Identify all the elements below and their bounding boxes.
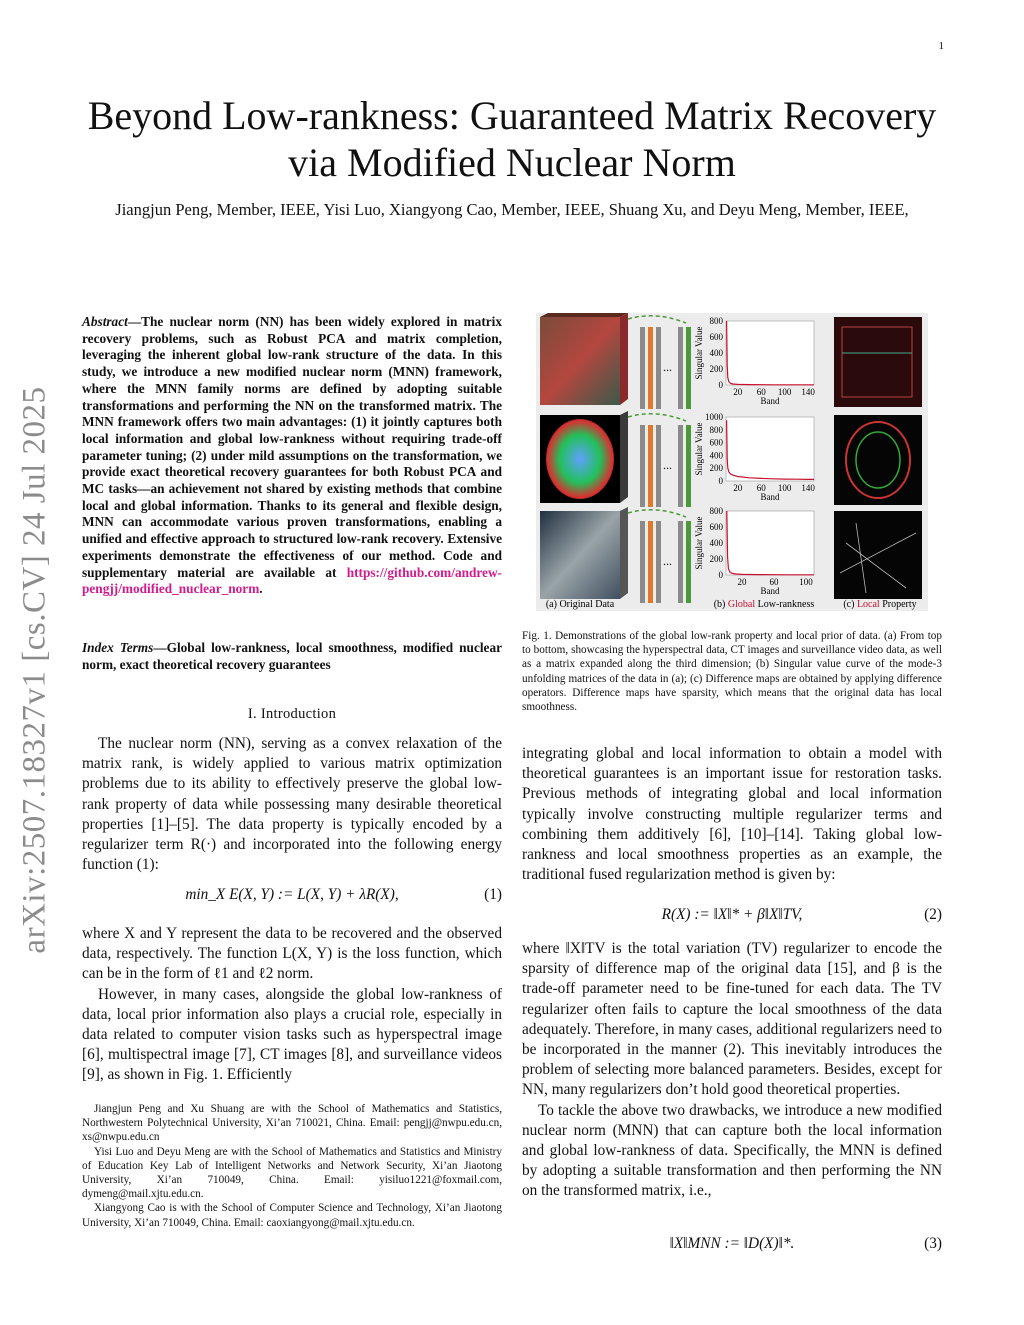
chart-2-ytick: 1000 — [705, 412, 723, 422]
chart-2-ytick: 200 — [709, 463, 723, 474]
chart-1-xtick: 60 — [756, 387, 766, 397]
intro-paragraph-1 — [82, 734, 502, 875]
chart-1-ytick: 400 — [709, 348, 723, 358]
abstract-label: Abstract — [82, 314, 128, 329]
intro-p1-text: The nuclear norm (NN), serving as a convex relaxation of the matrix rank, is widely applied to various matrix optimization problems due to its ability to effectively preserve the global low-rank property of data while possessing many desirable theoretical properties [1]–[5]. The data property is typically encoded by a regularizer term R(·) and incorporated into the following energy function (1): — [82, 735, 502, 874]
chart-3-ytick: 200 — [709, 554, 723, 564]
chart-3-ytick: 0 — [718, 570, 723, 580]
chart-3-ytick: 400 — [709, 538, 723, 548]
intro-p5-text: where ‖X‖TV is the total variation (TV) regularizer to encode the sparsity of difference map of the original data [15], and β is the trade-off parameter need to be fine-tuned for each data. The TV regularizer often fails to capture the local smoothness of the data adequately. Therefore, in many cases, additional regularizers need to be incorporated in the manner (2). This inevitably introduces the problem of selecting more balanced parameters. Besides, except for NN, many regularizers don’t hold good theoretical properties. — [522, 940, 942, 1099]
hyperspectral-cube — [540, 313, 628, 405]
chart-1-ylabel: Singular Value — [694, 326, 704, 380]
equation-3-text: ‖X‖MNN := ‖D(X)‖*. — [669, 1235, 795, 1252]
equation-2-text: R(X) := ‖X‖* + β‖X‖TV, — [661, 906, 803, 923]
footnotes — [82, 1102, 502, 1230]
intro-paragraph-5 — [522, 939, 942, 1202]
chart-3-ytick: 800 — [709, 506, 723, 516]
chart-2-plot-area — [726, 417, 814, 481]
equation-2-number: (2) — [924, 906, 942, 923]
intro-paragraph-4 — [522, 744, 942, 885]
chart-3-xlabel: Band — [760, 586, 780, 596]
footnote-3: Xiangyong Cao is with the School of Computer Science and Technology, Xi’an Jiaotong University, Xi’an 710049, China. Email: caoxiangyong@mail.xjtu.edu.cn. — [82, 1202, 502, 1229]
dots-2: ... — [663, 458, 672, 472]
equation-3-number: (3) — [924, 1235, 942, 1252]
dots-3: ... — [663, 554, 672, 568]
equation-1-number: (1) — [484, 886, 502, 903]
difference-map-3 — [834, 511, 922, 599]
chart-1-xtick: 140 — [801, 387, 815, 397]
abstract — [82, 314, 502, 598]
equation-3 — [522, 1235, 942, 1253]
abstract-text: —The nuclear norm (NN) has been widely explored in matrix recovery problems, such as Robust PCA and matrix completion, leveraging the inherent global low-rank structure of the data. In this study, we introduce a new modified nuclear norm (MNN) framework, where the MNN family norms are defined by adopting suitable transformations and performing the NN on the transformed matrix. The MNN framework offers two main advantages: (1) it jointly captures both local information and global low-rankness without requiring trade-off parameter tuning; (2) under mild assumptions on the transformation, we provide exact theoretical recovery guarantees for both Robust PCA and MC tasks—an achievement not shared by existing methods that combine local and global information. Thanks to its general and flexible design, MNN can accommodate various proven transformations, enabling a unified and effective approach to structured low-rank recovery. Extensive experiments demonstrate the effectiveness of our method. Code and supplementary material are available at — [82, 314, 502, 580]
chart-2-ytick: 400 — [709, 450, 723, 461]
intro-p4-text: integrating global and local information to obtain a model with theoretical guarantees is an important issue for restoration tasks. Previous methods of integrating global and local information typically involve constructing multiple regularizer terms and combining them additively [6], [10]–[14]. Taking global low-rankness and local smoothness properties as an example, the traditional fused regularization method is given by: — [522, 745, 942, 884]
author-list: Jiangjun Peng, Member, IEEE, Yisi Luo, Xiangyong Cao, Member, IEEE, Shuang Xu, and Deyu Meng, Member, IEEE, — [115, 200, 909, 219]
intro-p6-text: To tackle the above two drawbacks, we introduce a new modified nuclear norm (MNN) that can capture both the local information and global low-rankness of data. Specifically, the MNN is defined by adopting a suitable transformation and then performing the NN on the transformed matrix, i.e., — [522, 1101, 942, 1200]
chart-3-plot-area — [726, 511, 814, 575]
chart-2-ytick: 800 — [709, 424, 723, 435]
section-heading: I. Introduction — [247, 706, 337, 722]
chart-2-xtick: 140 — [801, 483, 815, 493]
difference-map-2 — [834, 415, 922, 505]
equation-1-text: min_X E(X, Y) := L(X, Y) + λR(X), — [185, 886, 399, 903]
footnote-2: Yisi Luo and Deyu Meng are with the School of Mathematics and Statistics and Ministry of Education Key Lab of Intelligent Networks and Network Security, Xi’an Jiaotong University, Xi’an 710049, China. Email: yisiluo1221@foxmail.com, dymeng@mail.xjtu.edu.cn. — [82, 1145, 502, 1201]
intro-p3-text: However, in many cases, alongside the global low-rankness of data, local prior information also plays a crucial role, especially in data related to computer vision tasks such as hyperspectral image [6], multispectral image [7], CT images [8], and surveillance videos [9], as shown in Fig. 1. Efficiently — [82, 985, 502, 1084]
chart-1-xtick: 20 — [733, 387, 743, 397]
paper-title: Beyond Low-rankness: Guaranteed Matrix Recovery via Modified Nuclear Norm — [87, 93, 937, 185]
chart-3-xtick: 20 — [737, 577, 747, 587]
figure-label-b: (b) Global Low-rankness — [713, 599, 815, 610]
chart-1-ytick: 200 — [709, 364, 723, 374]
chart-1-ytick: 0 — [718, 380, 723, 390]
figure-caption: Fig. 1. Demonstrations of the global low-rank property and local prior of data. (a) From top to bottom, showcasing the hyperspectral data, CT images and surveillance video data, as well as a matrix expanded along the third dimension; (b) Singular value curve of the mode-3 unfolding matrices of the data in (a); (c) Difference maps are obtained by applying difference operators. Difference maps have sparsity, which means that the original data has local smoothness. — [522, 630, 942, 714]
chart-1-xtick: 100 — [777, 387, 792, 397]
intro-p2-text: where X and Y represent the data to be recovered and the observed data, respectively. The function L(X, Y) is the loss function, which can be in the form of ℓ1 and ℓ2 norm. — [82, 925, 502, 983]
dots-1: ... — [663, 360, 672, 374]
chart-2-ylabel: Singular Value — [694, 422, 704, 476]
arxiv-id: arXiv:2507.18327v1 [cs.CV] 24 Jul 2025 — [16, 386, 53, 954]
figure-label-c: (c) Local Property — [843, 599, 917, 610]
chart-3-xtick: 100 — [799, 577, 813, 587]
difference-map-1 — [834, 317, 922, 407]
arxiv-watermark — [10, 380, 60, 960]
figure-1 — [536, 313, 928, 611]
chart-2-ytick: 600 — [709, 437, 723, 448]
footnote-1: Jiangjun Peng and Xu Shuang are with the School of Mathematics and Statistics, Northwestern Polytechnical University, Xi’an 710021, China. Email: pengjj@nwpu.edu.cn, xs@nwpu.edu.cn — [82, 1103, 502, 1144]
chart-2-xlabel: Band — [760, 492, 780, 502]
equation-2 — [522, 906, 942, 924]
chart-1-ytick: 800 — [709, 316, 723, 326]
index-terms-text: —Global low-rankness, local smoothness, modified nuclear norm, exact theoretical recovery guarantees — [82, 640, 502, 672]
index-terms-label: Index Terms — [82, 640, 154, 655]
chart-3-ylabel: Singular Value — [694, 516, 704, 570]
chart-1-plot-area — [726, 321, 814, 385]
figure-1-graphic — [536, 313, 928, 611]
ct-image-cube — [540, 411, 628, 503]
chart-3-ytick: 600 — [709, 522, 723, 532]
chart-3-xtick: 60 — [769, 577, 779, 587]
chart-2-xtick: 20 — [733, 483, 743, 493]
index-terms — [82, 640, 502, 673]
chart-2-xtick: 100 — [777, 483, 792, 493]
figure-label-a: (a) Original Data — [545, 599, 615, 610]
equation-1 — [82, 886, 502, 904]
chart-1-xlabel: Band — [760, 396, 780, 406]
chart-1-ytick: 600 — [709, 332, 723, 342]
page-number: 1 — [938, 40, 944, 52]
code-link[interactable]: https://github.com/andrew-pengjj/modified_nuclear_norm — [82, 564, 502, 597]
chart-2-xtick: 60 — [756, 483, 766, 493]
surveillance-video-cube — [540, 507, 628, 599]
chart-2-ytick: 0 — [718, 476, 723, 486]
intro-paragraph-2 — [82, 924, 502, 1086]
abstract-end: . — [259, 581, 263, 597]
